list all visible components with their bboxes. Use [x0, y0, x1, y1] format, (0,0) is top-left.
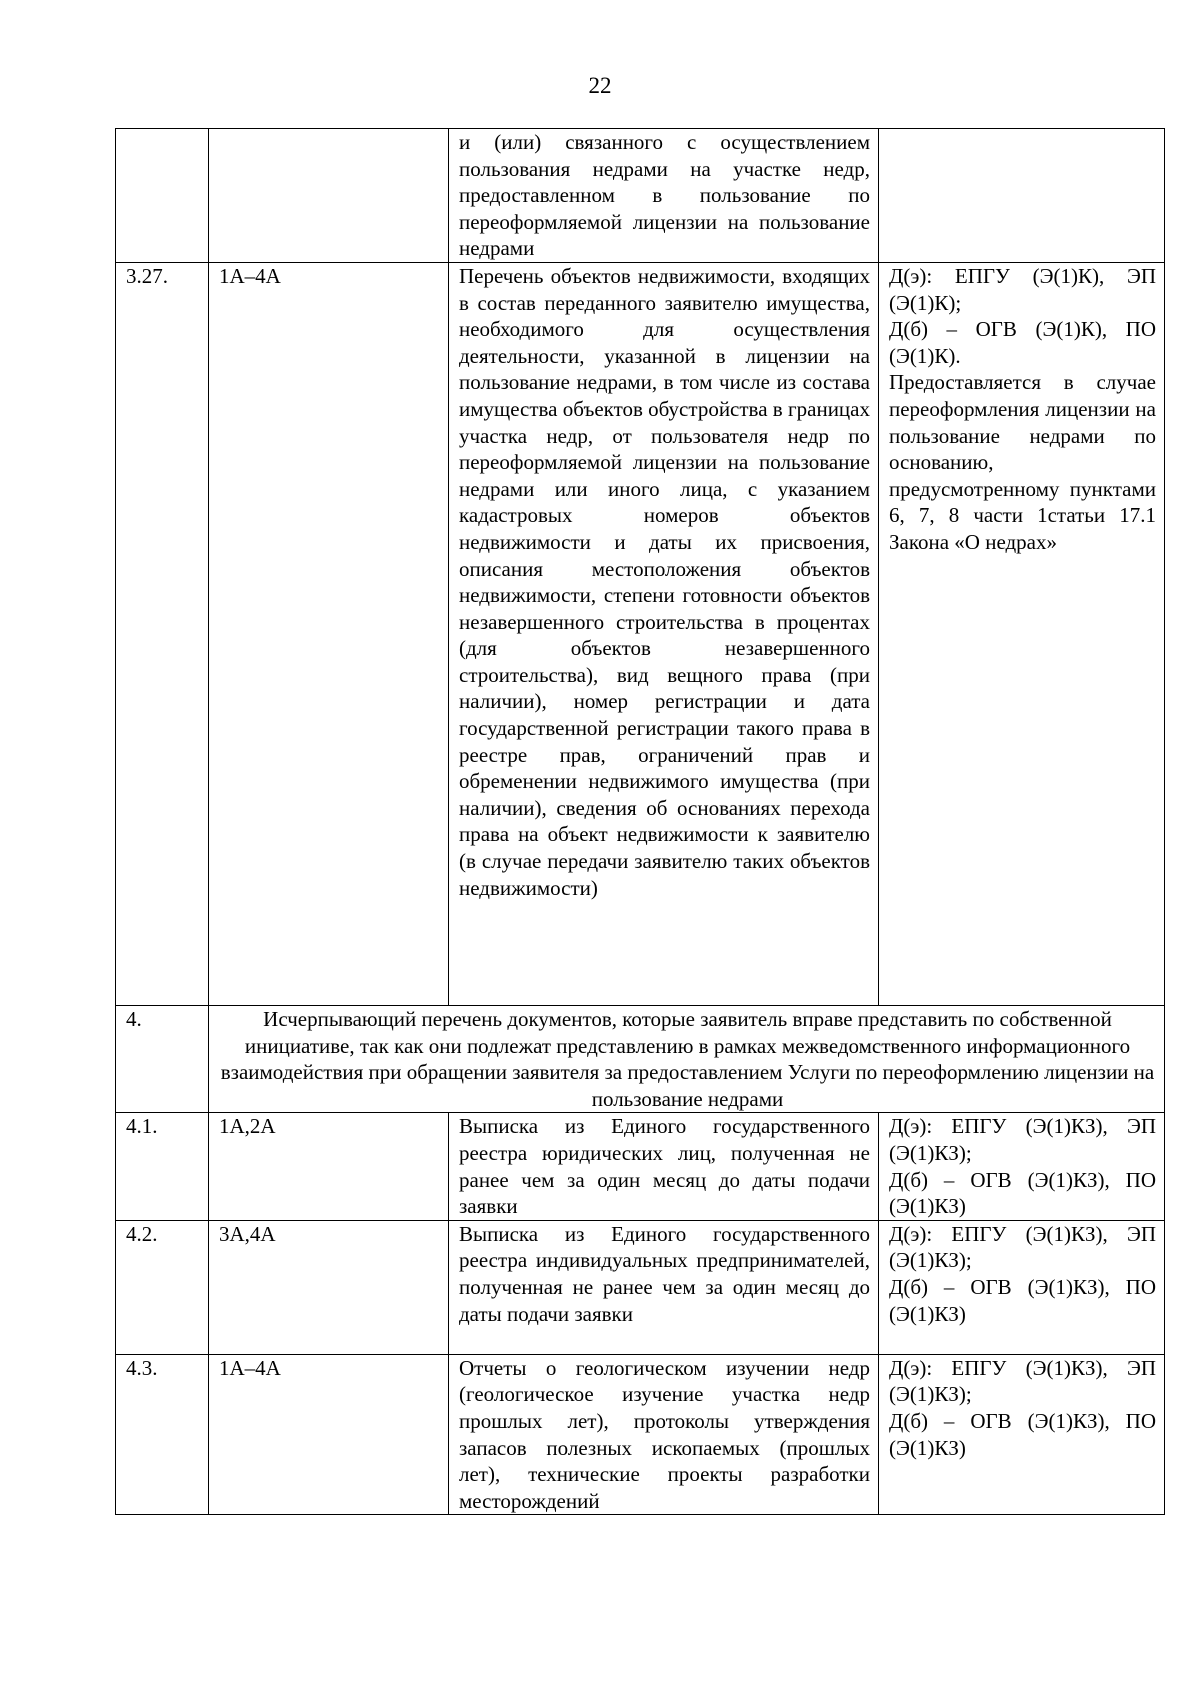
cell-submission	[879, 1113, 1165, 1220]
cell-num	[116, 129, 209, 263]
page-number: 22	[588, 73, 612, 98]
submission-paper: Д(б) – ОГВ (Э(1)КЗ), ПО (Э(1)КЗ)	[889, 1274, 1156, 1326]
cell-num: 4.3.	[116, 1354, 209, 1515]
submission-note: Предоставляется в случае переоформления лицензии на пользование недрами по основанию, предусмотренному пунктами 6, 7, 8 части 1статьи 17.1 Закона «О недрах»	[889, 370, 1156, 554]
cell-num: 3.27.	[116, 262, 209, 1005]
cell-description: Выписка из Единого государственного реестра индивидуальных предпринимателей, полученная не ранее чем за один месяц до даты подачи заявки	[449, 1220, 879, 1354]
cell-category: 1А,2А	[209, 1113, 449, 1220]
submission-paper: Д(б) – ОГВ (Э(1)КЗ), ПО (Э(1)КЗ)	[889, 1167, 1156, 1219]
submission-electronic: Д(э): ЕПГУ (Э(1)КЗ), ЭП (Э(1)КЗ);	[889, 1221, 1156, 1273]
table-row-3-27	[116, 262, 1165, 1005]
table-row-4-1	[116, 1113, 1165, 1220]
cell-category	[209, 129, 449, 263]
submission-electronic: Д(э): ЕПГУ (Э(1)КЗ), ЭП (Э(1)КЗ);	[889, 1355, 1156, 1407]
table-row-section-4	[116, 1005, 1165, 1112]
cell-submission	[879, 262, 1165, 1005]
cell-description: Выписка из Единого государственного реестра юридических лиц, полученная не ранее чем за один месяц до даты подачи заявки	[449, 1113, 879, 1220]
cell-num: 4.2.	[116, 1220, 209, 1354]
cell-category: 1А–4А	[209, 262, 449, 1005]
cell-description: Перечень объектов недвижимости, входящих в состав переданного заявителю имущества, необходимого для осуществления деятельности, указанной в лицензии на пользование недрами, в том числе из состава имущества объектов обустройства в границах участка недр, от пользователя недр по переоформляемой лицензии на пользование недрами или иного лица, с указанием кадастровых номеров объектов недвижимости и даты их присвоения, описания местоположения объектов недвижимости, степени готовности объектов незавершенного строительства в процентах (для объектов незавершенного строительства), вид вещного права (при наличии), номер регистрации и дата государственной регистрации такого права в реестре прав, ограничений прав и обременении недвижимого имущества (при наличии), сведения об основаниях перехода права на объект недвижимости к заявителю (в случае передачи заявителю таких объектов недвижимости)	[449, 262, 879, 1005]
cell-category: 1А–4А	[209, 1354, 449, 1515]
documents-table	[115, 128, 1165, 1515]
submission-electronic: Д(э): ЕПГУ (Э(1)КЗ), ЭП (Э(1)КЗ);	[889, 1114, 1156, 1165]
cell-num: 4.	[116, 1005, 209, 1112]
cell-submission	[879, 1220, 1165, 1354]
table-row-4-3	[116, 1354, 1165, 1515]
table-row-4-2	[116, 1220, 1165, 1354]
cell-description: Отчеты о геологическом изучении недр (геологическое изучение участка недр прошлых лет), протоколы утверждения запасов полезных ископаемых (прошлых лет), технические проекты разработки месторождений	[449, 1354, 879, 1515]
submission-paper: Д(б) – ОГВ (Э(1)К), ПО (Э(1)К).	[889, 317, 1156, 368]
cell-category: 3А,4А	[209, 1220, 449, 1354]
cell-submission	[879, 129, 1165, 263]
submission-electronic: Д(э): ЕПГУ (Э(1)К), ЭП (Э(1)К);	[889, 263, 1156, 315]
cell-num: 4.1.	[116, 1113, 209, 1220]
submission-paper: Д(б) – ОГВ (Э(1)КЗ), ПО (Э(1)КЗ)	[889, 1408, 1156, 1460]
cell-description: и (или) связанного с осуществлением пользования недрами на участке недр, предоставленном в пользование по переоформляемой лицензии на пользование недрами	[449, 129, 879, 263]
table-row-continuation	[116, 129, 1165, 263]
cell-submission	[879, 1354, 1165, 1515]
section-heading: Исчерпывающий перечень документов, которые заявитель вправе представить по собственной инициативе, так как они подлежат представлению в рамках межведомственного информационного взаимодействия при обращении заявителя за предоставлением Услуги по переоформлению лицензии на пользование недрами	[209, 1005, 1165, 1112]
